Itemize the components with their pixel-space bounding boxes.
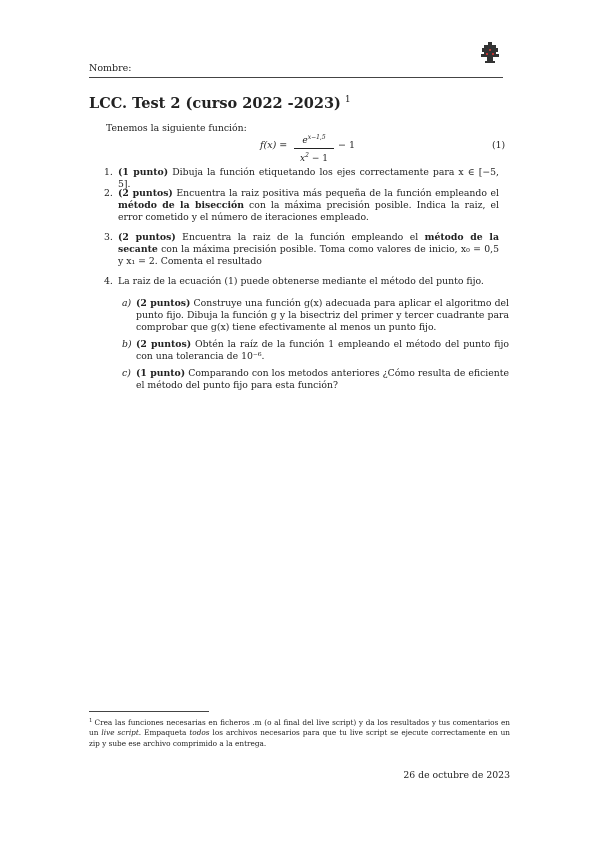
equation-fraction (294, 132, 334, 165)
subquestion-label: b) (122, 339, 132, 350)
subquestion-text: (2 puntos) Obtén la raíz de la función 1 empleando el método del punto fijo con una tolerancia de 10⁻⁶. (136, 339, 509, 363)
question-number: 1. (104, 167, 113, 178)
equation-rhs: − 1 (338, 140, 356, 151)
subquestion-label: a) (122, 298, 132, 309)
footnote: $^1$ Crea las funciones necesarias en ficheros .m (o al final del live script) y da los resultados y tus comentarios en un live script. Empaqueta todos los archivos necesarios para que tu live script se ejecute correctamente en un zip y sube ese archivo comprimido a la entrega. (89, 718, 511, 748)
question-number: 4. (104, 276, 113, 287)
equation-1 (260, 132, 390, 164)
intro-text: Tenemos la siguiente función: (106, 123, 247, 134)
question-number: 2. (104, 188, 113, 199)
footnote-mark: 1 (89, 718, 93, 724)
subquestion-text: (2 puntos) Construye una función g(x) adecuada para aplicar el algoritmo del punto fijo. Dibuja la función g y la bisectriz del primer y tercer cuadrante para comprobar que g(x) tiene efectivamente al menos un punto fijo. (136, 298, 509, 334)
question-text: (2 puntos) Encuentra la raiz de la función empleando el método de la secante con la máxima precisión posible. Toma como valores de inicio, x₀ = 0,5 y x₁ = 2. Comenta el resultado (118, 232, 499, 268)
exam-title (89, 95, 351, 112)
equation-lhs: f(x) = (260, 140, 288, 151)
title-footnote-mark: 1 (344, 95, 351, 105)
equation-number: (1) (492, 140, 506, 151)
question-text: La raiz de la ecuación (1) puede obtenerse mediante el método del punto fijo. (118, 276, 484, 287)
equation-denominator: $x^2 - 1$ (300, 152, 328, 164)
header-rule (89, 77, 503, 78)
name-label: Nombre: (89, 63, 132, 74)
question-text: (2 puntos) Encuentra la raiz positiva más pequeña de la función empleando el método de la bisección con la máxima precisión posible. Indica la raiz, el error cometido y el número de iteraciones empleado. (118, 188, 499, 224)
subquestion-text: (1 punto) Comparando con los metodos anteriores ¿Cómo resulta de eficiente el método del punto fijo para esta función? (136, 368, 509, 392)
equation-numerator: $e^{x-1,5}$ (302, 134, 326, 146)
fraction-bar (294, 148, 334, 149)
exam-title-text: LCC. Test 2 (curso 2022 -2023) (89, 95, 341, 112)
header (89, 63, 503, 77)
university-logo-icon (479, 41, 501, 65)
exam-date: 26 de octubre de 2023 (403, 770, 510, 781)
question-text: (1 punto) Dibuja la función etiquetando los ejes correctamente para x ∈ [−5, 5]. (118, 167, 499, 191)
question-number: 3. (104, 232, 113, 243)
footnote-rule (89, 711, 209, 712)
subquestion-label: c) (122, 368, 131, 379)
